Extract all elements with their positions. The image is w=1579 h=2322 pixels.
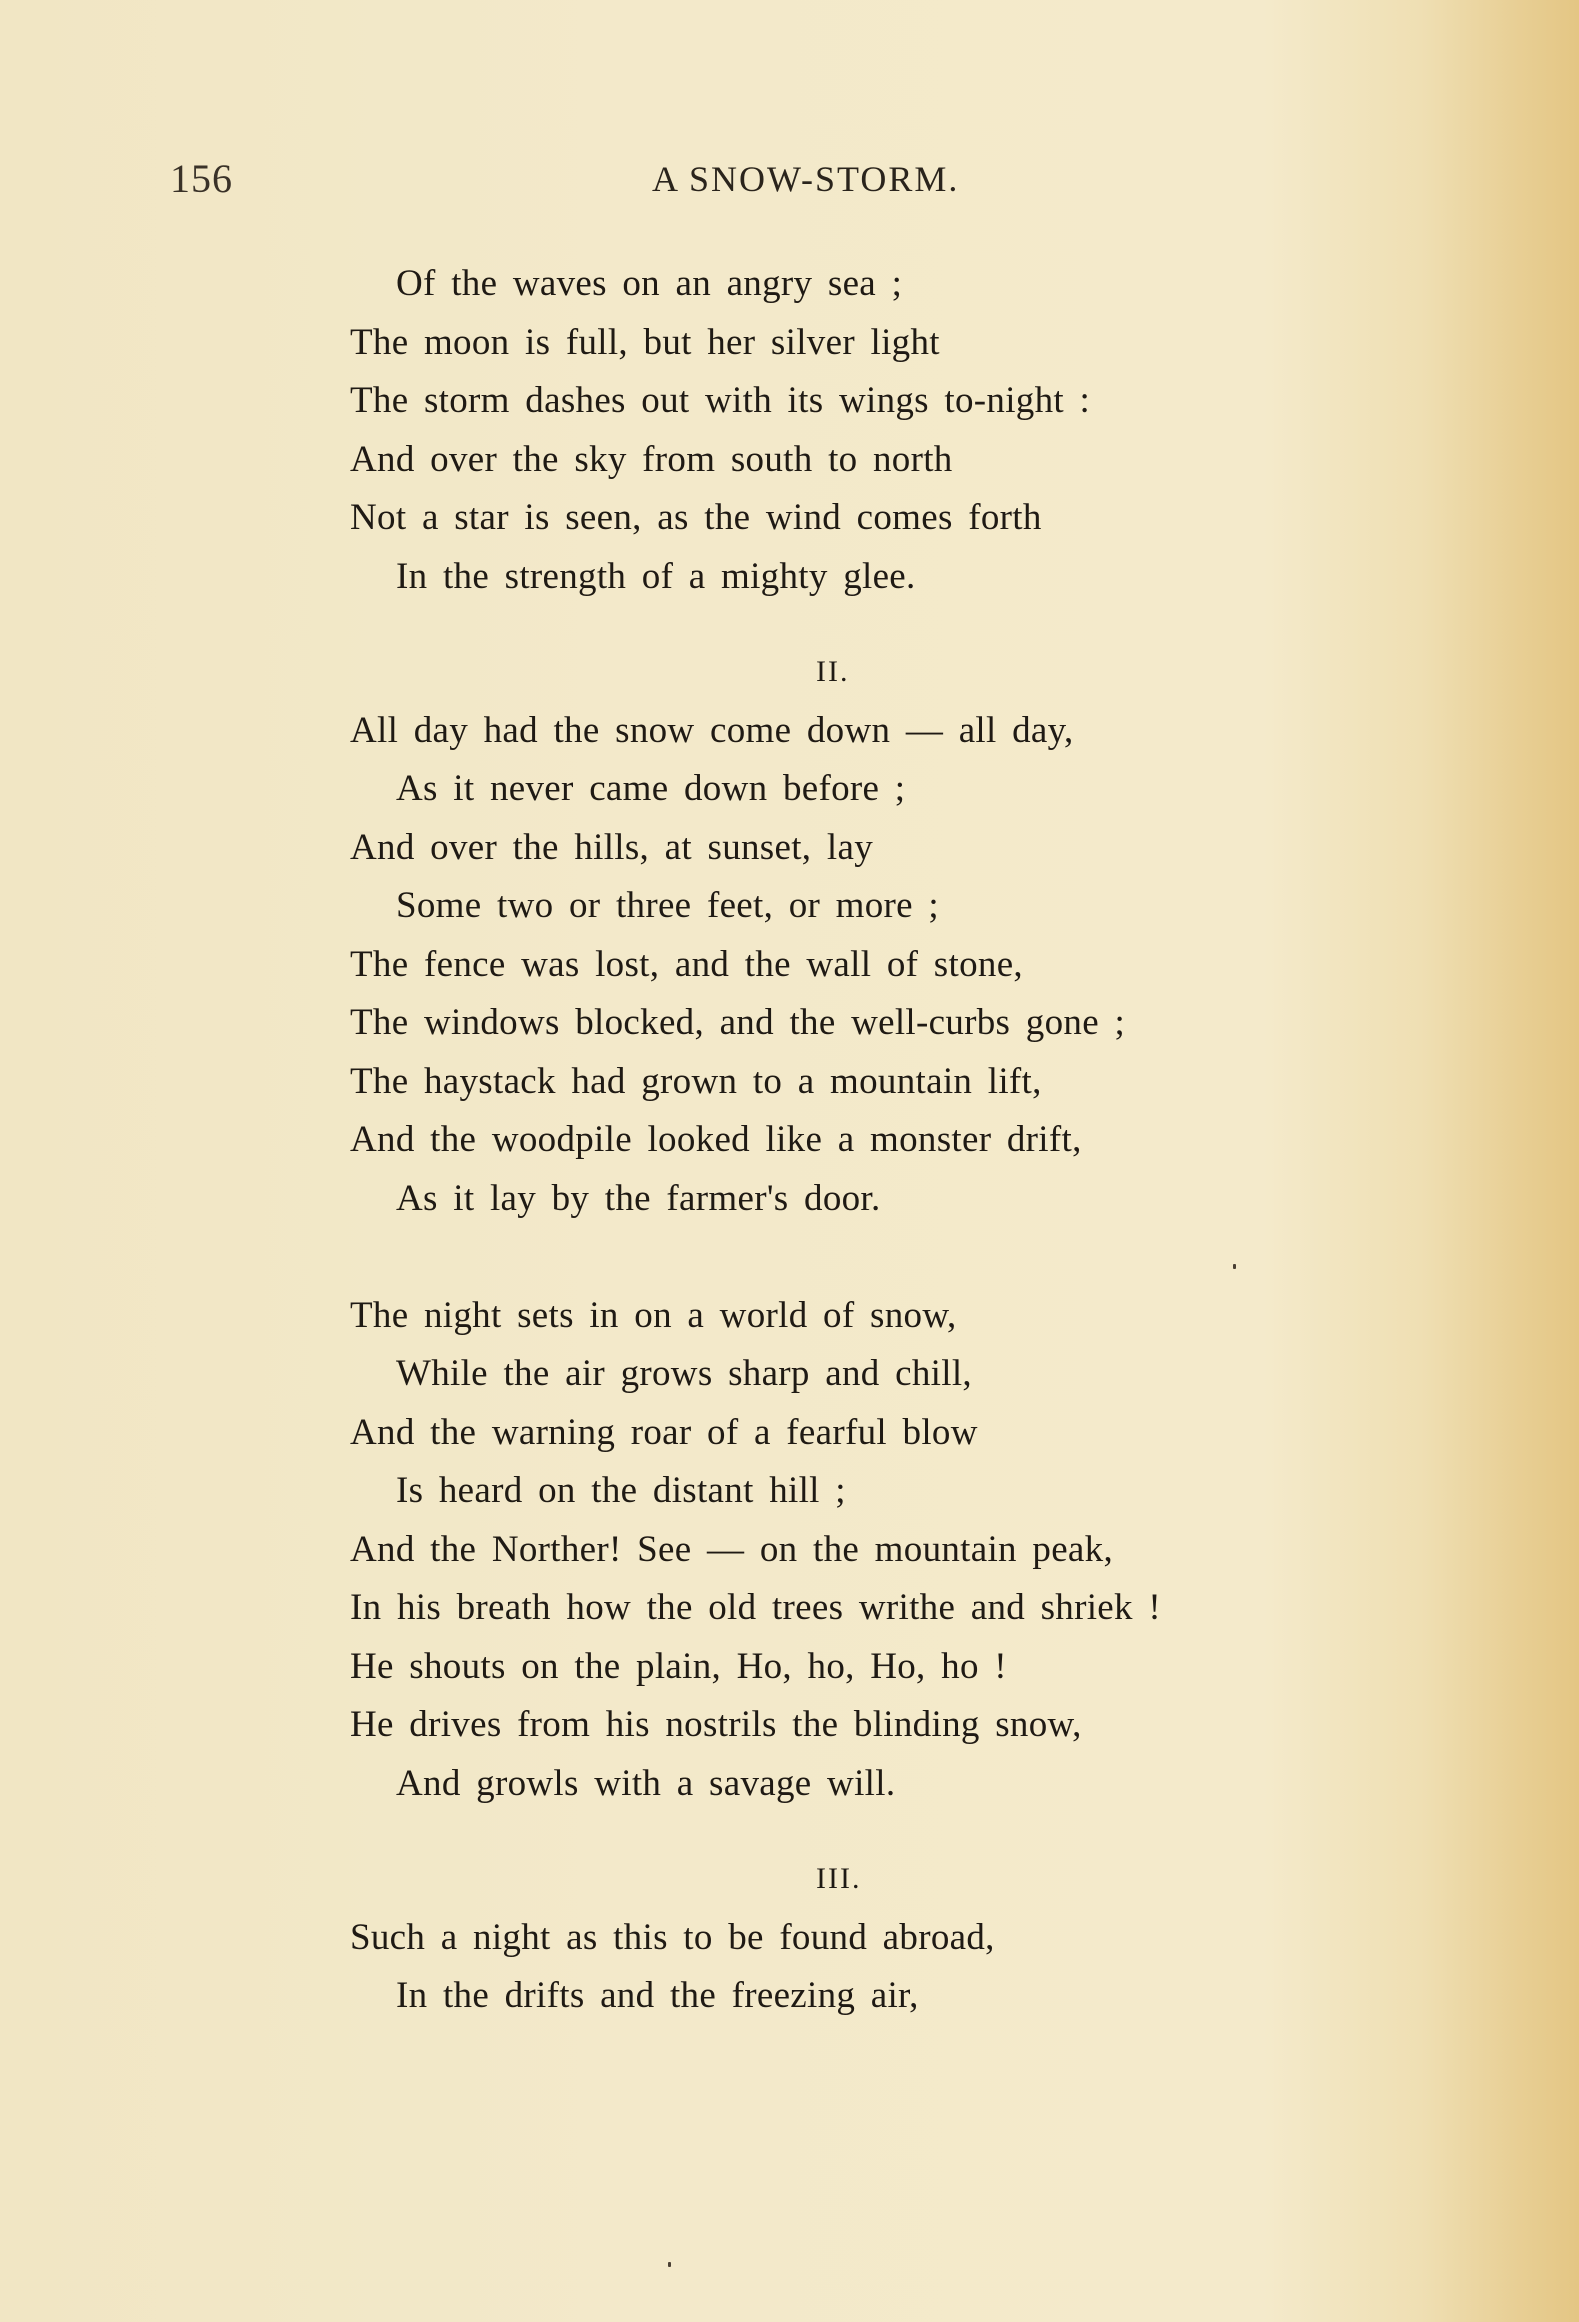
poem-line: In the drifts and the freezing air, (396, 1975, 919, 2016)
poem-line: The fence was lost, and the wall of stone, (350, 943, 1023, 985)
stanza-2 (350, 702, 1400, 1229)
poem-line: And the Norther! See — on the mountain peak, (350, 1528, 1113, 1570)
running-head: A SNOW-STORM. (652, 159, 960, 199)
poem-line: Such a night as this to be found abroad, (350, 1916, 995, 1958)
poem-line: As it lay by the farmer's door. (396, 1177, 881, 1219)
poem-line: All day had the snow come down — all day, (350, 709, 1074, 751)
poem-body (350, 255, 1400, 2026)
poem-line: In his breath how the old trees writhe and shriek ! (350, 1587, 1161, 1628)
poem-line: And the warning roar of a fearful blow (350, 1411, 978, 1453)
poem-line: The windows blocked, and the well-curbs gone ; (350, 1002, 1126, 1043)
stanza-4 (350, 1909, 1400, 2026)
poem-line: While the air grows sharp and chill, (396, 1353, 972, 1394)
poem-line: And over the sky from south to north (350, 438, 953, 480)
poem-line: He shouts on the plain, Ho, ho, Ho, ho ! (350, 1645, 1007, 1687)
poem-line: The night sets in on a world of snow, (350, 1294, 957, 1336)
poem-line: In the strength of a mighty glee. (396, 555, 916, 597)
poem-line: The moon is full, but her silver light (350, 321, 940, 363)
poem-line: He drives from his nostrils the blinding snow, (350, 1704, 1082, 1745)
poem-line: Not a star is seen, as the wind comes forth (350, 497, 1042, 538)
page-number: 156 (170, 156, 233, 201)
poem-line: And growls with a savage will. (396, 1762, 896, 1804)
poem-line: And the woodpile looked like a monster drift, (350, 1119, 1082, 1160)
poem-line: Is heard on the distant hill ; (396, 1470, 846, 1511)
stanza-3 (350, 1287, 1400, 1814)
poem-line: Some two or three feet, or more ; (396, 885, 940, 926)
poem-line: The storm dashes out with its wings to-night : (350, 380, 1091, 421)
poem-line: Of the waves on an angry sea ; (396, 263, 903, 304)
section-number-3: III. (816, 1862, 862, 1895)
poem-line: And over the hills, at sunset, lay (350, 826, 874, 868)
poem-line: As it never came down before ; (396, 768, 906, 809)
paper-speck (668, 2262, 671, 2267)
section-number-2: II. (816, 655, 850, 688)
stanza-1 (350, 255, 1400, 606)
poem-line: The haystack had grown to a mountain lift, (350, 1060, 1042, 1102)
paper-speck (1233, 1264, 1236, 1269)
